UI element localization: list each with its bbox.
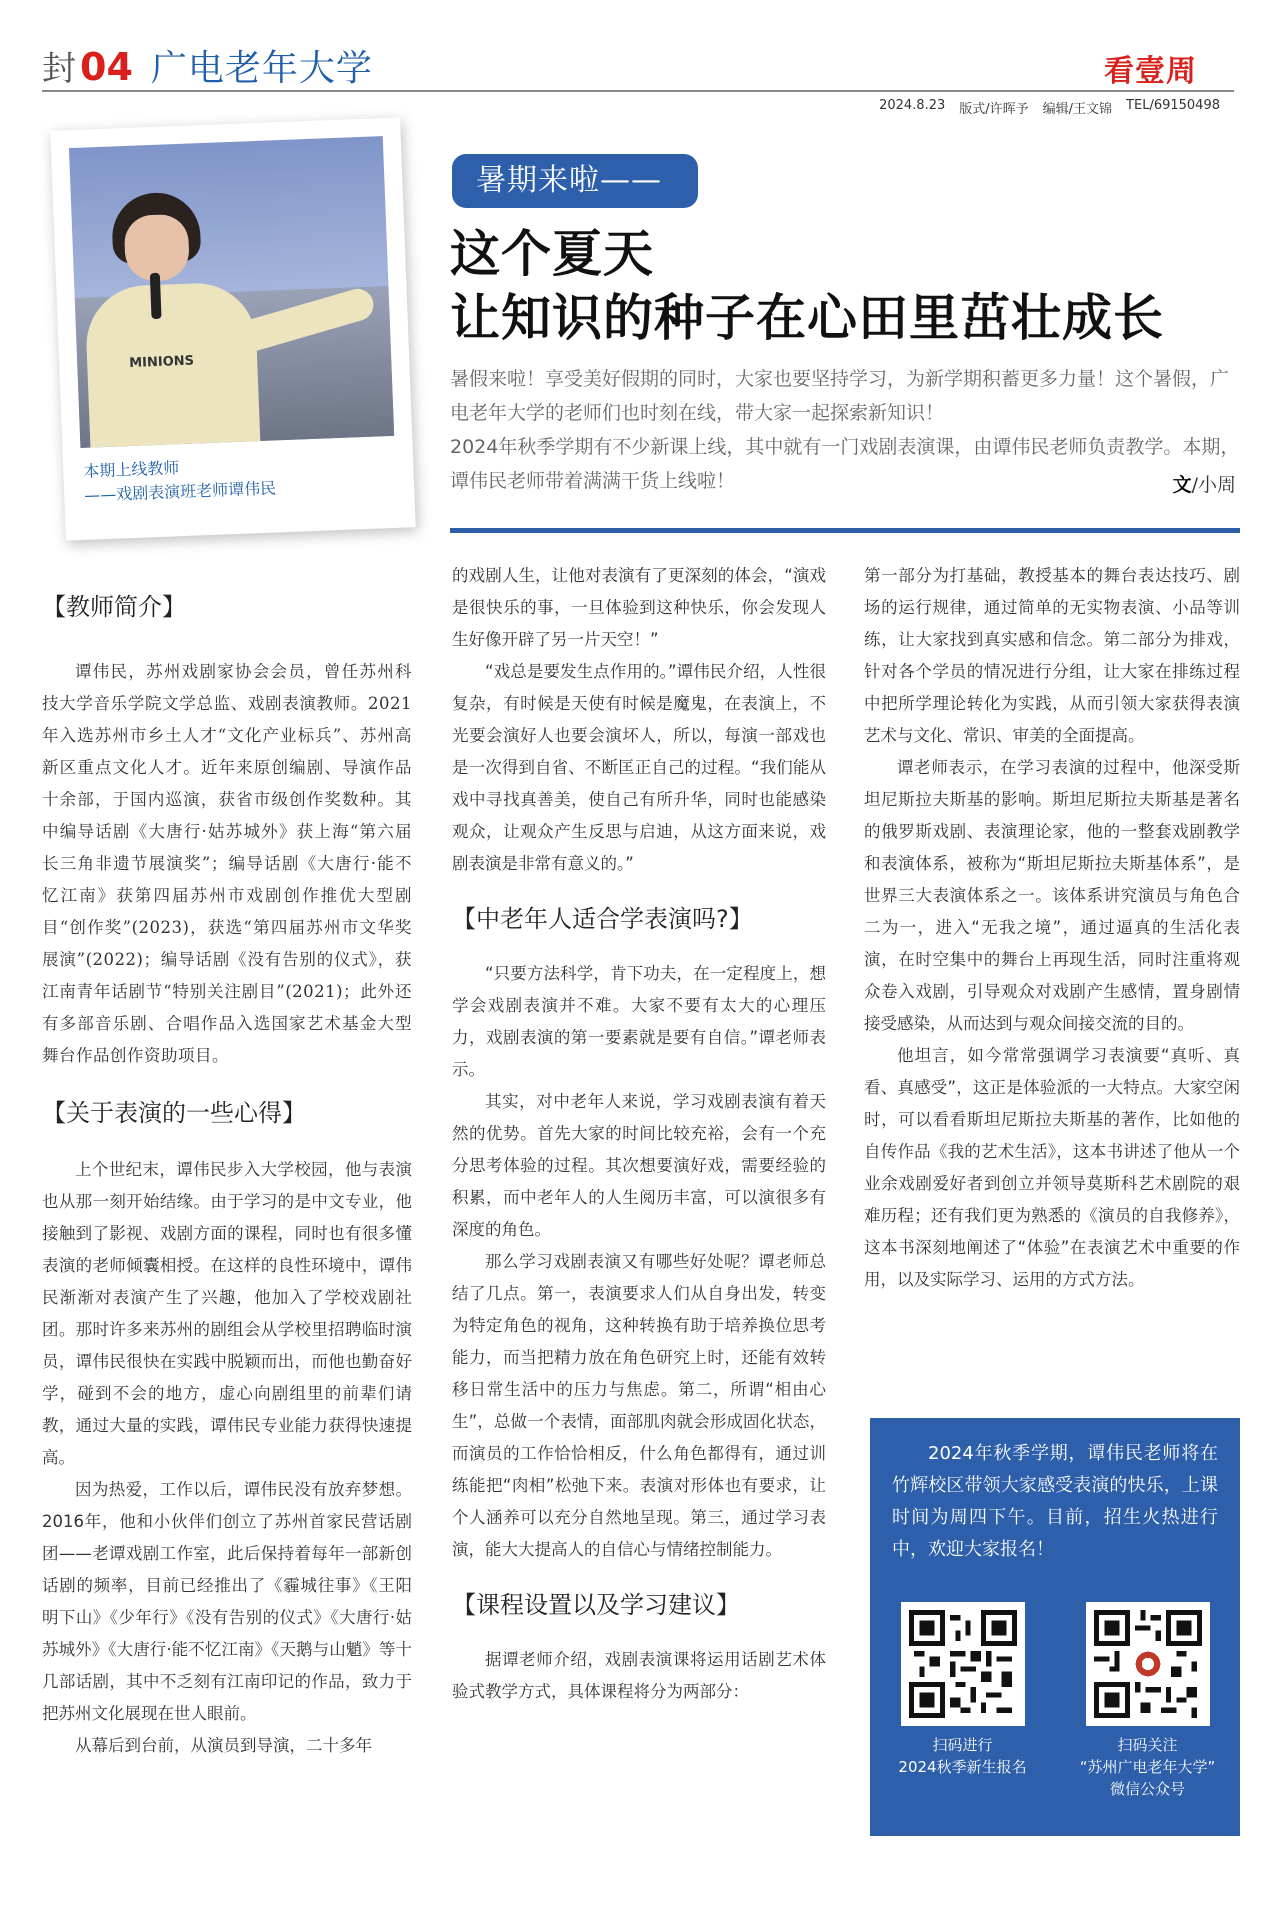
section-heading-course: 【课程设置以及学习建议】 xyxy=(452,1591,740,1619)
shirt-print: MINIONS xyxy=(128,353,195,372)
qr-enroll[interactable] xyxy=(878,1602,1048,1800)
kicker-tag: 暑期来啦—— xyxy=(452,154,698,208)
page-number: 04 xyxy=(80,45,133,89)
section-heading-intro: 【教师简介】 xyxy=(42,593,186,621)
teacher-photo-card xyxy=(50,117,415,540)
teacher-photo xyxy=(69,136,394,448)
qr-follow[interactable] xyxy=(1063,1602,1233,1800)
divider xyxy=(450,528,1240,533)
column-2 xyxy=(452,560,826,1708)
byline: 文/小周 xyxy=(1172,474,1236,496)
masthead xyxy=(42,40,373,90)
section-heading-elderly: 【中老年人适合学表演吗?】 xyxy=(452,905,753,933)
qr-follow-label: 扫码关注 “苏州广电老年大学” 微信公众号 xyxy=(1079,1736,1216,1798)
issue-date: 2024.8.23 xyxy=(879,98,946,113)
headline: 这个夏天 让知识的种子在心田里茁壮成长 xyxy=(450,224,1164,347)
header-rule xyxy=(42,90,1234,92)
brand-logo: 看壹周 xyxy=(1104,54,1197,89)
qr-code-icon[interactable] xyxy=(1086,1602,1210,1726)
paragraph: 因为热爱，工作以后，谭伟民没有放弃梦想。2016年，他和小伙伴们创立了苏州首家民营话剧团——老谭戏剧工作室，此后保持着每年一部新创话剧的频率，目前已经推出了《霾城往事》《王阳明下山》《少年行》《没有告别的仪式》《大唐行·姑苏城外》《大唐行·能不忆江南》《天鹅与山魈》等十几部话剧，其中不乏刻有江南印记的作品，致力于把苏州文化展现在世人眼前。 xyxy=(42,1480,412,1723)
enrollment-text: 2024年秋季学期，谭伟民老师将在竹辉校区带领大家感受表演的快乐，上课时间为周四下午。目前，招生火热进行中，欢迎大家报名！ xyxy=(892,1443,1218,1560)
paragraph: 从幕后到台前，从演员到导演，二十多年 xyxy=(75,1736,372,1755)
paragraph: 上个世纪末，谭伟民步入大学校园，他与表演也从那一刻开始结缘。由于学习的是中文专业，他接触到了影视、戏剧方面的课程，同时也有很多懂表演的老师倾囊相授。在这样的良性环境中，谭伟民渐渐对表演产生了兴趣，他加入了学校戏剧社团。那时许多来苏州的剧组会从学校里招聘临时演员，谭伟民很快在实践中脱颖而出，而他也勤奋好学，碰到不会的地方，虚心向剧组里的前辈们请教，通过大量的实践，谭伟民专业能力获得快速提高。 xyxy=(42,1160,412,1467)
teacher-bio: 谭伟民，苏州戏剧家协会会员，曾任苏州科技大学音乐学院文学总监、戏剧表演教师。2021年入选苏州市乡土人才“文化产业标兵”、苏州高新区重点文化人才。近年来原创编剧、导演作品十余部，于国内巡演，获省市级创作奖数种。其中编导话剧《大唐行·姑苏城外》获上海“第六届长三角非遗节展演奖”；编导话剧《大唐行·能不忆江南》获第四届苏州市戏剧创作推优大型剧目“创作奖”(2023)，获选“第四届苏州市文华奖展演”(2022)；编导话剧《没有告别的仪式》，获江南青年话剧节“特别关注剧目”(2021)；此外还有多部音乐剧、合唱作品入选国家艺术基金大型舞台作品创作资助项目。 xyxy=(42,662,412,1065)
enrollment-box xyxy=(870,1418,1240,1836)
column-3 xyxy=(864,560,1240,1296)
cover-label: 封 xyxy=(42,49,76,89)
paragraph: 他坦言，如今常常强调学习表演要“真听、真看、真感受”，这正是体验派的一大特点。大家空闲时，可以看看斯坦尼斯拉夫斯基的著作，比如他的自传作品《我的艺术生活》，这本书讲述了他从一个业余戏剧爱好者到创立并领导莫斯科艺术剧院的艰难历程；还有我们更为熟悉的《演员的自我修养》，这本书深刻地阐述了“体验”在表演艺术中重要的作用，以及实际学习、运用的方式方法。 xyxy=(864,1046,1240,1289)
paragraph: “只要方法科学，肯下功夫，在一定程度上，想学会戏剧表演并不难。大家不要有太大的心理压力，戏剧表演的第一要素就是要有自信。”谭老师表示。 xyxy=(452,964,826,1079)
qr-enroll-label: 扫码进行 2024秋季新生报名 xyxy=(898,1736,1027,1776)
qr-code-icon[interactable] xyxy=(901,1602,1025,1726)
section-heading-experience: 【关于表演的一些心得】 xyxy=(42,1099,306,1127)
column-1 xyxy=(42,590,412,1762)
paragraph: 其实，对中老年人来说，学习戏剧表演有着天然的优势。首先大家的时间比较充裕，会有一个充分思考体验的过程。其次想要演好戏，需要经验的积累，而中老年人的人生阅历丰富，可以演很多有深度的角色。 xyxy=(452,1092,826,1239)
paragraph: 据谭老师介绍，戏剧表演课将运用话剧艺术体验式教学方式，具体课程将分为两部分： xyxy=(452,1650,826,1701)
paragraph: 的戏剧人生，让他对表演有了更深刻的体会，“演戏是很快乐的事，一旦体验到这种快乐，你会发现人生好像开辟了另一片天空！” xyxy=(452,566,826,649)
paragraph: 谭老师表示，在学习表演的过程中，他深受斯坦尼斯拉夫斯基的影响。斯坦尼斯拉夫斯基是著名的俄罗斯戏剧、表演理论家，他的一整套戏剧教学和表演体系，被称为“斯坦尼斯拉夫斯基体系”，是世界三大表演体系之一。该体系讲究演员与角色合二为一，进入“无我之境”，通过逼真的生活化表演，在时空集中的舞台上再现生活，同时注重将观众卷入戏剧，引导观众对戏剧产生感情，置身剧情接受感染，从而达到与观众间接交流的目的。 xyxy=(864,758,1240,1033)
photo-caption: 本期上线教师 ——戏剧表演班老师谭伟民 xyxy=(82,458,277,505)
section-title: 广电老年大学 xyxy=(150,48,373,89)
qr-row xyxy=(870,1602,1240,1800)
layout-credit: 版式/许晖予 xyxy=(959,102,1029,117)
article-intro: 暑假来啦！享受美好假期的同时，大家也要坚持学习，为新学期积蓄更多力量！这个暑假，广电老年大学的老师们也时刻在线，带大家一起探索新知识！ 2024年秋季学期有不少新课上线，其中就有一门戏剧表演课，由谭伟民老师负责教学。本期，谭伟民老师带着满满干货上线啦！ xyxy=(450,368,1240,492)
issue-meta xyxy=(879,98,1220,117)
paragraph: “戏总是要发生点作用的。”谭伟民介绍，人性很复杂，有时候是天使有时候是魔鬼，在表演上，不光要会演好人也要会演坏人，所以，每演一部戏也是一次得到自省、不断匡正自己的过程。“我们能从戏中寻找真善美，使自己有所升华，同时也能感染观众，让观众产生反思与启迪，从这方面来说，戏剧表演是非常有意义的。” xyxy=(452,662,826,873)
editor-credit: 编辑/王文锦 xyxy=(1042,102,1113,117)
paragraph: 第一部分为打基础，教授基本的舞台表达技巧、剧场的运行规律，通过简单的无实物表演、小品等训练，让大家找到真实感和信念。第二部分为排戏，针对各个学员的情况进行分组，让大家在排练过程中把所学理论转化为实践，从而引领大家获得表演艺术与文化、常识、审美的全面提高。 xyxy=(864,566,1240,745)
tel: TEL/69150498 xyxy=(1126,98,1220,113)
paragraph: 那么学习戏剧表演又有哪些好处呢？谭老师总结了几点。第一，表演要求人们从自身出发，转变为特定角色的视角，这种转换有助于培养换位思考能力，而当把精力放在角色研究上时，还能有效转移日常生活中的压力与焦虑。第二，所谓“相由心生”，总做一个表情，面部肌肉就会形成固化状态，而演员的工作恰恰相反，什么角色都得有，通过训练能把“肉相”松弛下来。表演对形体也有要求，让个人涵养可以充分自然地呈现。第三，通过学习表演，能大大提高人的自信心与情绪控制能力。 xyxy=(452,1252,826,1559)
